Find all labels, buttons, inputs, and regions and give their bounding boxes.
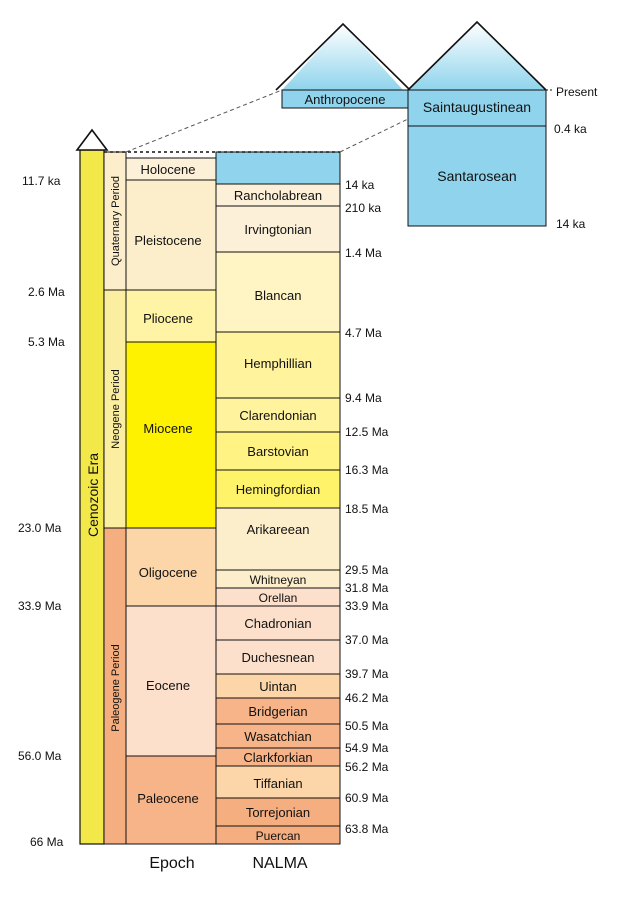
anthropocene-label: Anthropocene <box>304 92 386 107</box>
saintaugustinean-label: Saintaugustinean <box>422 99 532 115</box>
clarendonian-label: Clarendonian <box>239 408 317 423</box>
epoch-header: Epoch <box>149 855 195 872</box>
era-label: Cenozoic Era <box>85 452 101 538</box>
age-60-9ma: 60.9 Ma <box>345 791 389 805</box>
blancan-label: Blancan <box>254 288 302 303</box>
irvingtonian-label: Irvingtonian <box>244 222 312 237</box>
hemingfordian-label: Hemingfordian <box>235 482 321 497</box>
roof-left-fill <box>282 24 403 90</box>
paleogene-label: Paleogene Period <box>110 644 122 732</box>
age-46-2ma: 46.2 Ma <box>345 691 389 705</box>
age-50-5ma: 50.5 Ma <box>345 719 389 733</box>
age-label-11-7ka: 11.7 ka <box>22 174 61 188</box>
arikareean-label: Arikareean <box>246 522 310 537</box>
age-label-66ma: 66 Ma <box>30 835 64 849</box>
age-4-7ma: 4.7 Ma <box>345 326 382 340</box>
age-16-3ma: 16.3 Ma <box>345 463 389 477</box>
barstovian-label: Barstovian <box>247 444 309 459</box>
age-29-5ma: 29.5 Ma <box>345 563 389 577</box>
orellan-label: Orellan <box>258 591 298 605</box>
age-31-8ma: 31.8 Ma <box>345 581 389 595</box>
era-arrow-icon <box>77 130 107 150</box>
age-56-2ma: 56.2 Ma <box>345 760 389 774</box>
age-54-9ma: 54.9 Ma <box>345 741 389 755</box>
age-39-7ma: 39.7 Ma <box>345 667 389 681</box>
oligocene-label: Oligocene <box>138 565 198 580</box>
eocene-label: Eocene <box>145 678 191 693</box>
tiffanian-label: Tiffanian <box>253 776 303 791</box>
holocene-label: Holocene <box>140 162 196 177</box>
neogene-label: Neogene Period <box>110 369 122 449</box>
present-label: Present <box>556 85 598 99</box>
roof-right-fill <box>408 22 546 90</box>
inset-age-14ka: 14 ka <box>556 217 586 231</box>
age-12-5ma: 12.5 Ma <box>345 425 389 439</box>
hemphillian-label: Hemphillian <box>244 356 312 371</box>
age-18-5ma: 18.5 Ma <box>345 502 389 516</box>
santarosean-label: Santarosean <box>437 168 517 184</box>
bridgerian-label: Bridgerian <box>248 704 308 719</box>
pliocene-label: Pliocene <box>143 311 193 326</box>
connector-line-left <box>126 90 282 152</box>
quaternary-label: Quaternary Period <box>110 176 122 266</box>
age-0-4ka: 0.4 ka <box>554 122 587 136</box>
age-label-23ma: 23.0 Ma <box>18 521 62 535</box>
whitneyan-label: Whitneyan <box>249 573 307 587</box>
nalma-header: NALMA <box>252 855 308 872</box>
wasatchian-label: Wasatchian <box>244 729 312 744</box>
pleistocene-label: Pleistocene <box>134 233 202 248</box>
paleocene-label: Paleocene <box>137 791 199 806</box>
arikareean-cell <box>216 508 340 570</box>
recent-nalma-cell <box>216 152 340 184</box>
age-label-33-9ma: 33.9 Ma <box>18 599 62 613</box>
age-33-9ma: 33.9 Ma <box>345 599 389 613</box>
chadronian-label: Chadronian <box>244 616 312 631</box>
puercan-label: Puercan <box>255 829 301 843</box>
age-63-8ma: 63.8 Ma <box>345 822 389 836</box>
rancholabrean-label: Rancholabrean <box>233 188 323 203</box>
age-label-2-6ma: 2.6 Ma <box>28 285 65 299</box>
miocene-label: Miocene <box>143 421 193 436</box>
age-label-5-3ma: 5.3 Ma <box>28 335 65 349</box>
connector-line-right <box>340 118 410 152</box>
clarkforkian-label: Clarkforkian <box>243 750 313 765</box>
age-9-4ma: 9.4 Ma <box>345 391 382 405</box>
age-1-4ma: 1.4 Ma <box>345 246 382 260</box>
duchesnean-label: Duchesnean <box>241 650 315 665</box>
torrejonian-label: Torrejonian <box>245 805 311 820</box>
age-210ka: 210 ka <box>345 201 382 215</box>
age-14ka: 14 ka <box>345 178 375 192</box>
uintan-label: Uintan <box>259 679 297 694</box>
age-label-56ma: 56.0 Ma <box>18 749 62 763</box>
age-37-0ma: 37.0 Ma <box>345 633 389 647</box>
